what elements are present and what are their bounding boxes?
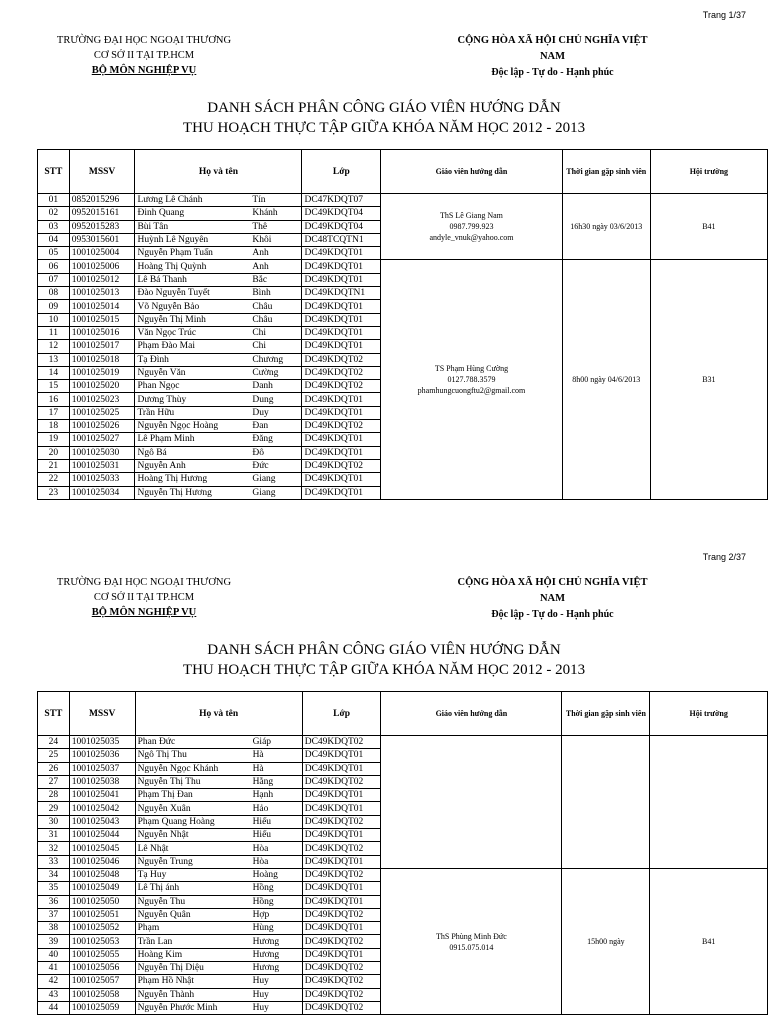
class-cell: DC49KDQT01	[302, 895, 381, 908]
stt-cell: 12	[38, 340, 70, 353]
class-cell: DC49KDQT01	[302, 273, 381, 286]
class-cell: DC49KDQT01	[302, 486, 381, 499]
class-cell: DC49KDQT02	[302, 908, 381, 921]
mssv-cell: 1001025034	[69, 486, 135, 499]
stt-cell: 01	[38, 194, 70, 207]
room-cell: B31	[650, 260, 767, 499]
class-cell: DC49KDQT01	[302, 326, 381, 339]
meeting-time-cell: 8h00 ngày 04/6/2013	[562, 260, 650, 499]
class-cell: DC49KDQT02	[302, 366, 381, 379]
given-name-cell: Hằng	[251, 775, 303, 788]
republic-name: CỘNG HÒA XÃ HỘI CHỦ NGHĨA VIỆT NAM	[457, 35, 648, 62]
given-name-cell: Bình	[250, 287, 302, 300]
class-cell: DC47KDQT07	[302, 194, 381, 207]
room-cell	[650, 736, 768, 869]
stt-cell: 10	[38, 313, 70, 326]
given-name-cell: Đăng	[250, 433, 302, 446]
class-cell: DC49KDQT01	[302, 829, 381, 842]
meeting-time-cell: 15h00 ngày	[562, 868, 650, 1014]
family-name-cell: Văn Ngọc Trúc	[135, 326, 250, 339]
mssv-cell: 1001025038	[69, 775, 135, 788]
stt-cell: 27	[38, 775, 70, 788]
family-name-cell: Phạm Hồ Nhật	[135, 975, 251, 988]
stt-cell: 39	[38, 935, 70, 948]
given-name-cell: Chi	[250, 326, 302, 339]
family-name-cell: Hoàng Thị Quỳnh	[135, 260, 250, 273]
advisor-cell	[381, 194, 563, 260]
mssv-cell: 1001025026	[69, 420, 135, 433]
stt-cell: 04	[38, 233, 70, 246]
family-name-cell: Nguyễn Thị Diệu	[135, 962, 251, 975]
stt-cell: 08	[38, 287, 70, 300]
stt-cell: 43	[38, 988, 70, 1001]
family-name-cell: Lê Bá Thanh	[135, 273, 250, 286]
class-cell: DC49KDQT01	[302, 855, 381, 868]
family-name-cell: Lê Thị ánh	[135, 882, 251, 895]
family-name-cell: Phan Ngọc	[135, 380, 250, 393]
advisor-cell	[381, 260, 563, 499]
given-name-cell: Tín	[250, 194, 302, 207]
col-header-name: Họ và tên	[135, 692, 302, 736]
mssv-cell: 1001025052	[69, 922, 135, 935]
given-name-cell: Hà	[251, 762, 303, 775]
stt-cell: 21	[38, 459, 70, 472]
family-name-cell: Dương Thùy	[135, 393, 250, 406]
mssv-cell: 1001025027	[69, 433, 135, 446]
mssv-cell: 1001025049	[69, 882, 135, 895]
stt-cell: 33	[38, 855, 70, 868]
family-name-cell: Nguyễn Trung	[135, 855, 251, 868]
class-cell: DC49KDQTN1	[302, 287, 381, 300]
class-cell: DC49KDQT02	[302, 1001, 381, 1014]
advisor-phone: 0915.075.014	[449, 942, 494, 952]
family-name-cell: Lê Nhật	[135, 842, 251, 855]
stt-cell: 42	[38, 975, 70, 988]
advisor-email: andyle_vnuk@yahoo.com	[429, 233, 514, 243]
stt-cell: 24	[38, 736, 70, 749]
given-name-cell: Hạnh	[251, 789, 303, 802]
title-line-1: DANH SÁCH PHÂN CÔNG GIÁO VIÊN HƯỚNG DẪN	[207, 100, 561, 116]
given-name-cell: Hùng	[251, 922, 303, 935]
stt-cell: 36	[38, 895, 70, 908]
col-header-advisor: Giáo viên hướng dẫn	[381, 692, 562, 736]
mssv-cell: 1001025053	[69, 935, 135, 948]
col-header-stt: STT	[38, 692, 70, 736]
class-cell: DC49KDQT01	[302, 446, 381, 459]
class-cell: DC49KDQT02	[302, 988, 381, 1001]
national-motto: Độc lập - Tự do - Hạnh phúc	[491, 609, 614, 620]
family-name-cell: Nguyễn Thị Thu	[135, 775, 251, 788]
table-header-row	[38, 150, 768, 194]
assignment-table	[37, 691, 768, 1015]
table-row	[38, 736, 768, 749]
given-name-cell: Chương	[250, 353, 302, 366]
stt-cell: 28	[38, 789, 70, 802]
given-name-cell: Huy	[251, 1001, 303, 1014]
family-name-cell: Bùi Tân	[135, 220, 250, 233]
stt-cell: 22	[38, 473, 70, 486]
stt-cell: 29	[38, 802, 70, 815]
given-name-cell: Hà	[251, 749, 303, 762]
col-header-name: Họ và tên	[135, 150, 302, 194]
class-cell: DC49KDQT01	[302, 313, 381, 326]
stt-cell: 14	[38, 366, 70, 379]
mssv-cell: 1001025056	[69, 962, 135, 975]
meeting-time-cell: 16h30 ngày 03/6/2013	[562, 194, 650, 260]
col-header-advisor: Giáo viên hướng dẫn	[381, 150, 563, 194]
given-name-cell: Huy	[251, 975, 303, 988]
advisor-phone: 0127.788.3579	[447, 375, 496, 385]
mssv-cell: 0852015296	[69, 194, 135, 207]
stt-cell: 25	[38, 749, 70, 762]
mssv-cell: 1001025015	[69, 313, 135, 326]
col-header-mssv: MSSV	[69, 150, 135, 194]
document-title	[0, 640, 768, 680]
col-header-mssv: MSSV	[69, 692, 135, 736]
family-name-cell: Nguyễn Thị Minh	[135, 313, 250, 326]
department-name: BỘ MÔN NGHIỆP VỤ	[91, 65, 197, 76]
class-cell: DC49KDQT01	[302, 433, 381, 446]
given-name-cell: Cường	[250, 366, 302, 379]
mssv-cell: 1001025057	[69, 975, 135, 988]
advisor-name: TS Phạm Hùng Cường	[434, 364, 509, 374]
stt-cell: 13	[38, 353, 70, 366]
class-cell: DC49KDQT01	[302, 473, 381, 486]
given-name-cell: Khôi	[250, 233, 302, 246]
assignment-table	[37, 149, 768, 500]
class-cell: DC49KDQT01	[302, 749, 381, 762]
family-name-cell: Nguyễn Văn	[135, 366, 250, 379]
given-name-cell: Hồng	[251, 882, 303, 895]
class-cell: DC49KDQT01	[302, 393, 381, 406]
family-name-cell: Nguyễn Thu	[135, 895, 251, 908]
stt-cell: 02	[38, 207, 70, 220]
col-header-time: Thời gian gặp sinh viên	[562, 150, 650, 194]
advisor-name: ThS Phùng Minh Đức	[436, 931, 507, 941]
class-cell: DC49KDQT02	[302, 775, 381, 788]
stt-cell: 16	[38, 393, 70, 406]
mssv-cell: 1001025033	[69, 473, 135, 486]
given-name-cell: Giang	[250, 473, 302, 486]
school-name: TRƯỜNG ĐẠI HỌC NGOẠI THƯƠNG	[56, 577, 232, 588]
mssv-cell: 1001025013	[69, 287, 135, 300]
class-cell: DC49KDQT01	[302, 762, 381, 775]
stt-cell: 11	[38, 326, 70, 339]
given-name-cell: Thê	[250, 220, 302, 233]
stt-cell: 35	[38, 882, 70, 895]
stt-cell: 41	[38, 962, 70, 975]
class-cell: DC48TCQTN1	[302, 233, 381, 246]
mssv-cell: 1001025037	[69, 762, 135, 775]
given-name-cell: Anh	[250, 247, 302, 260]
mssv-cell: 1001025045	[69, 842, 135, 855]
col-header-class: Lớp	[302, 692, 381, 736]
given-name-cell: Châu	[250, 313, 302, 326]
col-header-stt: STT	[38, 150, 70, 194]
given-name-cell: Khánh	[250, 207, 302, 220]
mssv-cell: 1001025042	[69, 802, 135, 815]
given-name-cell: Giang	[250, 486, 302, 499]
family-name-cell: Đào Nguyễn Tuyết	[135, 287, 250, 300]
republic-name: CỘNG HÒA XÃ HỘI CHỦ NGHĨA VIỆT NAM	[457, 577, 648, 604]
stt-cell: 30	[38, 815, 70, 828]
family-name-cell: Nguyễn Xuân	[135, 802, 251, 815]
family-name-cell: Nguyễn Nhật	[135, 829, 251, 842]
given-name-cell: Huy	[251, 988, 303, 1001]
given-name-cell: Đức	[250, 459, 302, 472]
mssv-cell: 1001025041	[69, 789, 135, 802]
class-cell: DC49KDQT04	[302, 207, 381, 220]
stt-cell: 09	[38, 300, 70, 313]
stt-cell: 07	[38, 273, 70, 286]
mssv-cell: 1001025046	[69, 855, 135, 868]
col-header-time: Thời gian gặp sinh viên	[562, 692, 650, 736]
given-name-cell: Hảo	[251, 802, 303, 815]
given-name-cell: Duy	[250, 406, 302, 419]
family-name-cell: Nguyễn Quân	[135, 908, 251, 921]
class-cell: DC49KDQT02	[302, 380, 381, 393]
national-header	[445, 575, 660, 623]
given-name-cell: Đan	[250, 420, 302, 433]
mssv-cell: 1001025030	[69, 446, 135, 459]
class-cell: DC49KDQT02	[302, 975, 381, 988]
col-header-room: Hội trường	[650, 692, 768, 736]
school-header	[54, 33, 234, 78]
room-cell: B41	[650, 868, 768, 1014]
mssv-cell: 1001025023	[69, 393, 135, 406]
given-name-cell: Hương	[251, 935, 303, 948]
mssv-cell: 1001025059	[69, 1001, 135, 1014]
class-cell: DC49KDQT02	[302, 459, 381, 472]
class-cell: DC49KDQT01	[302, 882, 381, 895]
page-number: Trang 2/37	[702, 552, 746, 562]
given-name-cell: Chi	[250, 340, 302, 353]
mssv-cell: 1001025031	[69, 459, 135, 472]
mssv-cell: 1001025017	[69, 340, 135, 353]
class-cell: DC49KDQT02	[302, 868, 381, 881]
class-cell: DC49KDQT02	[302, 420, 381, 433]
stt-cell: 06	[38, 260, 70, 273]
stt-cell: 05	[38, 247, 70, 260]
class-cell: DC49KDQT02	[302, 962, 381, 975]
stt-cell: 03	[38, 220, 70, 233]
department-name: BỘ MÔN NGHIỆP VỤ	[91, 607, 197, 618]
room-cell: B41	[650, 194, 767, 260]
mssv-cell: 1001025006	[69, 260, 135, 273]
advisor-email: phamhungcuongftu2@gmail.com	[417, 386, 526, 396]
stt-cell: 23	[38, 486, 70, 499]
mssv-cell: 1001025012	[69, 273, 135, 286]
mssv-cell: 0952015161	[69, 207, 135, 220]
given-name-cell: Hòa	[251, 842, 303, 855]
stt-cell: 26	[38, 762, 70, 775]
family-name-cell: Nguyễn Anh	[135, 459, 250, 472]
family-name-cell: Nguyễn Thành	[135, 988, 251, 1001]
given-name-cell: Hiếu	[251, 829, 303, 842]
mssv-cell: 1001025058	[69, 988, 135, 1001]
advisor-name: ThS Lê Giang Nam	[440, 211, 503, 221]
family-name-cell: Nguyễn Thị Hương	[135, 486, 250, 499]
class-cell: DC49KDQT01	[302, 802, 381, 815]
given-name-cell: Châu	[250, 300, 302, 313]
mssv-cell: 1001025055	[69, 948, 135, 961]
mssv-cell: 1001025020	[69, 380, 135, 393]
stt-cell: 32	[38, 842, 70, 855]
class-cell: DC49KDQT02	[302, 842, 381, 855]
given-name-cell: Hương	[251, 962, 303, 975]
family-name-cell: Phan Đức	[135, 736, 251, 749]
mssv-cell: 1001025048	[69, 868, 135, 881]
national-header	[445, 33, 660, 81]
given-name-cell: Hương	[251, 948, 303, 961]
class-cell: DC49KDQT01	[302, 789, 381, 802]
family-name-cell: Hoàng Thị Hương	[135, 473, 250, 486]
advisor-phone: 0987.799.923	[449, 222, 494, 232]
class-cell: DC49KDQT04	[302, 220, 381, 233]
mssv-cell: 1001025035	[69, 736, 135, 749]
mssv-cell: 1001025044	[69, 829, 135, 842]
mssv-cell: 1001025025	[69, 406, 135, 419]
given-name-cell: Hòa	[251, 855, 303, 868]
mssv-cell: 1001025051	[69, 908, 135, 921]
mssv-cell: 0953015601	[69, 233, 135, 246]
class-cell: DC49KDQT01	[302, 247, 381, 260]
stt-cell: 19	[38, 433, 70, 446]
advisor-cell	[381, 736, 562, 869]
table-row	[38, 260, 768, 273]
family-name-cell: Huỳnh Lê Nguyên	[135, 233, 250, 246]
family-name-cell: Trần Lan	[135, 935, 251, 948]
mssv-cell: 1001025004	[69, 247, 135, 260]
mssv-cell: 1001025014	[69, 300, 135, 313]
meeting-time-cell	[562, 736, 650, 869]
mssv-cell: 1001025050	[69, 895, 135, 908]
document-title	[0, 98, 768, 138]
given-name-cell: Đô	[250, 446, 302, 459]
table-row	[38, 194, 768, 207]
mssv-cell: 1001025016	[69, 326, 135, 339]
stt-cell: 44	[38, 1001, 70, 1014]
class-cell: DC49KDQT01	[302, 300, 381, 313]
class-cell: DC49KDQT02	[302, 815, 381, 828]
family-name-cell: Hoàng Kim	[135, 948, 251, 961]
stt-cell: 17	[38, 406, 70, 419]
family-name-cell: Nguyễn Phạm Tuấn	[135, 247, 250, 260]
stt-cell: 15	[38, 380, 70, 393]
given-name-cell: Hiếu	[251, 815, 303, 828]
national-motto: Độc lập - Tự do - Hạnh phúc	[491, 67, 614, 78]
school-name: TRƯỜNG ĐẠI HỌC NGOẠI THƯƠNG	[56, 35, 232, 46]
advisor-cell	[381, 868, 562, 1014]
table-header-row	[38, 692, 768, 736]
stt-cell: 18	[38, 420, 70, 433]
page-number: Trang 1/37	[702, 10, 746, 20]
given-name-cell: Dung	[250, 393, 302, 406]
stt-cell: 40	[38, 948, 70, 961]
family-name-cell: Đinh Quang	[135, 207, 250, 220]
family-name-cell: Nguyễn Phước Minh	[135, 1001, 251, 1014]
family-name-cell: Ngô Thị Thu	[135, 749, 251, 762]
family-name-cell: Phạm Thị Đan	[135, 789, 251, 802]
mssv-cell: 0952015283	[69, 220, 135, 233]
class-cell: DC49KDQT02	[302, 935, 381, 948]
title-line-2: THU HOẠCH THỰC TẬP GIỮA KHÓA NĂM HỌC 2012 - 2013	[182, 120, 586, 136]
family-name-cell: Nguyễn Ngọc Khánh	[135, 762, 251, 775]
class-cell: DC49KDQT01	[302, 922, 381, 935]
class-cell: DC49KDQT02	[302, 353, 381, 366]
given-name-cell: Hợp	[251, 908, 303, 921]
stt-cell: 31	[38, 829, 70, 842]
family-name-cell: Phạm Quang Hoàng	[135, 815, 251, 828]
stt-cell: 34	[38, 868, 70, 881]
stt-cell: 20	[38, 446, 70, 459]
class-cell: DC49KDQT02	[302, 736, 381, 749]
given-name-cell: Bắc	[250, 273, 302, 286]
family-name-cell: Trần Hữu	[135, 406, 250, 419]
family-name-cell: Tạ Huy	[135, 868, 251, 881]
class-cell: DC49KDQT01	[302, 340, 381, 353]
campus-name: CƠ SỞ II TẠI TP.HCM	[93, 50, 195, 61]
col-header-room: Hội trường	[650, 150, 767, 194]
stt-cell: 37	[38, 908, 70, 921]
family-name-cell: Nguyễn Ngọc Hoàng	[135, 420, 250, 433]
mssv-cell: 1001025043	[69, 815, 135, 828]
given-name-cell: Anh	[250, 260, 302, 273]
mssv-cell: 1001025019	[69, 366, 135, 379]
family-name-cell: Phạm	[135, 922, 251, 935]
class-cell: DC49KDQT01	[302, 406, 381, 419]
class-cell: DC49KDQT01	[302, 948, 381, 961]
school-header	[54, 575, 234, 620]
title-line-2: THU HOẠCH THỰC TẬP GIỮA KHÓA NĂM HỌC 2012 - 2013	[182, 662, 586, 678]
mssv-cell: 1001025036	[69, 749, 135, 762]
given-name-cell: Danh	[250, 380, 302, 393]
given-name-cell: Hoàng	[251, 868, 303, 881]
given-name-cell: Giáp	[251, 736, 303, 749]
family-name-cell: Lê Phạm Minh	[135, 433, 250, 446]
title-line-1: DANH SÁCH PHÂN CÔNG GIÁO VIÊN HƯỚNG DẪN	[207, 642, 561, 658]
family-name-cell: Võ Nguyễn Bảo	[135, 300, 250, 313]
family-name-cell: Ngô Bá	[135, 446, 250, 459]
family-name-cell: Lương Lê Chánh	[135, 194, 250, 207]
col-header-class: Lớp	[302, 150, 381, 194]
family-name-cell: Phạm Đào Mai	[135, 340, 250, 353]
given-name-cell: Hồng	[251, 895, 303, 908]
family-name-cell: Tạ Đình	[135, 353, 250, 366]
campus-name: CƠ SỞ II TẠI TP.HCM	[93, 592, 195, 603]
stt-cell: 38	[38, 922, 70, 935]
table-row	[38, 868, 768, 881]
mssv-cell: 1001025018	[69, 353, 135, 366]
class-cell: DC49KDQT01	[302, 260, 381, 273]
